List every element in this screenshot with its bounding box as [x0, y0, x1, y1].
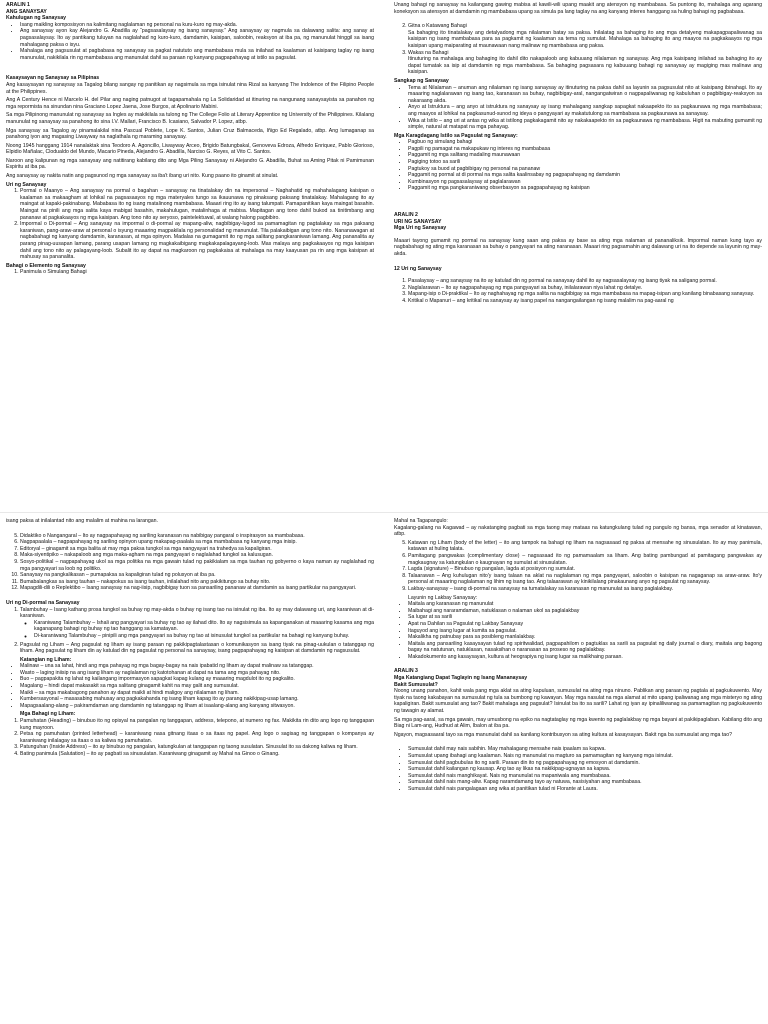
- lesson-title: ANG SANAYSAY: [6, 8, 47, 15]
- list-item: ◦ Di-karaniwang Talambuhay – pinipili ang mga pangyayari sa buhay ng tao at isinusulat tungkol sa partikular na bahagi ng kanyang buhay.: [34, 633, 374, 640]
- list-item: 4. Kritikal o Mapanuri – ang kritikal na sanaysay ay isang papel na nangangailangan ng isang malalim na pag-aaral ng: [408, 298, 762, 305]
- bahagi-list: [6, 269, 374, 276]
- list-item: • Wika at Istilo – ang uri at antas ng wika at istilong pagkakagamit nito ay nakakaapekto rin sa pagkaunawa ng mambabasa. Higit na mabuting gumamit ng simple, natural at matapat na mga pahayag.: [408, 118, 762, 131]
- dipormal-list: [6, 607, 374, 655]
- list-item: 4. Bating panimula (Salutation) – ito ay pagbati sa sinusulatan. Karaniwang ginagamit ay Mahal na Ginoo o Ginang.: [20, 751, 374, 758]
- heading-karagdagang: Mga Karagdagang Istilo sa Pagsulat ng Sanaysay:: [394, 132, 518, 139]
- item-desc: Sa bahaging ito tinatalakay ang detalyadong mga nilalaman batay sa paksa. Inilalatag sa bahaging ito ang mga detalyeng makapagpapaliwanag sa kaisipan ng isang mambabasa para sa pagkamit ng kaalaman sa tema ng sumulat. Mahalaga sa bahaging ito ang maayos na pagkakaayos ng mga kaisipan upang maiparating at maunawaan nang malinaw ng mambabasa ang paksa.: [408, 29, 762, 49]
- paragraph: Sa mga Pilipinong manunulat ng sanaysay sa Ingles ay makikilala sa tulong ng The College Folio at Literary Apprentice ng University of the Philippines. Kilalang manunulat ng sanaysay sa panahong ito sina I.V. Mallari, Francisco B. Icasiano, Salvador P. Lopez, atbp.: [6, 112, 374, 125]
- list-item: • Sa lugar at sa sarili: [408, 614, 762, 621]
- list-item: 5. Katawan ng Liham (body of the letter) – ito ang tampok na bahagi ng liham na nagsasaad ng paksa at mensahe ng sinusulatan. Ito ay may panimula, katawan at huling talata.: [408, 540, 762, 553]
- heading-bahagi-liham: Mga Bahagi ng Liham:: [20, 711, 76, 718]
- bahagi-liham-list: [6, 718, 374, 758]
- heading-mga-uri: Mga Uri ng Sanaysay: [394, 225, 447, 232]
- list-item: • Pagpili ng pamagat na makapukaw ng interes ng mambabasa: [408, 146, 762, 153]
- list-item: • Ang sanaysay ayon kay Alejandro G. Abadilla ay “pagsasalaysay ng isang sanaysay.” Ang sanaysay ay nagmula sa dalawang salita: ang sanay at pagsasalaysay. Ito ay pantikang tuluyan na naglalahad ng kuro-kuro, damdamin, kaisipan, saloobin, reaksyon at iba pa, ng manunulat hinggil sa isang mahalagang paksa o isyu.: [20, 28, 374, 48]
- list-item: • Tema at Nilalaman – anuman ang nilalaman ng isang sanaysay ay itinuturing na paksa dahil sa layunin sa pagsusulat nito at kaisipang ibinahagi. Ito ay maaaring naglalarawan ng isang tao, karanasan sa buhay, nagbibigay-aral, nangangatwiran o nagpapaliwanag ng kabuluhan o pagbibigay-reaksyon sa nakaraang akda.: [408, 85, 762, 105]
- section-aralin-3: [394, 518, 762, 1020]
- list-item: 8. Maka-siyentipiko – nakapaloob ang mga maka-agham na mga pangyayari o naglalahad tungkol sa kalusugan.: [20, 552, 374, 559]
- paragraph: Mga sanaysay sa Tagalog ay pinamalakilal nina Pascual Poblete, Lope K. Santos, Julian Cruz Balmaceda, Iñigo Ed Regalado, atbp. Ang lumaganap sa panahong iyon ang magasing Liwayway na naglathala ng maraming sanaysay.: [6, 127, 374, 141]
- page-divider: [0, 512, 768, 513]
- heading-katangian: Katangian ng Liham:: [20, 656, 72, 663]
- list-item: • Mahalaga ang pagsusulat at pagbabasa ng sanaysay sa pagkat natututo ang mambabasa mula sa inilahad na kaalaman at kaisipang taglay ng isang manunulat, nakikilala rin ng mambabasa ang manunulat dahil sa paraan ng kanyang pagpapahayag at istilo sa pagsulat.: [20, 48, 374, 61]
- lesson-label: ARALIN 1: [6, 2, 30, 8]
- list-item: 1. Panimula o Simulang Bahagi: [20, 269, 374, 276]
- list-item: [408, 23, 762, 49]
- list-item: 3. Mapang-isip o Di-praktikal – Ito ay naghahayag ng mga salita na nagbibigay sa mga mambabasa na mapag-isipan ang kanilang binabasang sanaysay.: [408, 291, 762, 298]
- list-item: • Paggamit ng pormal at di pormal na mga salita kaalinsabay ng pagpapahayag ng damdamin: [408, 172, 762, 179]
- list-item: • Paggamit ng mga salitang madaling maunawaan: [408, 152, 762, 159]
- list-item: • Apat na Dahilan sa Pagsulat ng Lakbay Sanaysay: [408, 621, 762, 628]
- list-item: • Malinaw – una sa lahat, hindi ang mga pahayag ng mga bagay-bagay na nais ipabatid ng liham ay dapat malinaw sa tatanggap.: [20, 663, 374, 670]
- list-item: • Makadokumento ang kasaysayan, kultura at heograpiya ng isang lugar sa malikhaing paraan.: [408, 654, 762, 661]
- list-item: • Mapagsaalang-alang – pakiramdaman ang damdamin ng tatanggap ng liham at isaalang-alang ang kanyang sitwasyon.: [20, 703, 374, 710]
- section-uri-liham: [6, 518, 374, 1020]
- heading-bakit: Bakit Sumusulat?: [394, 681, 438, 688]
- paragraph: Ang kasaysayan ng sanaysay sa Tagalog bilang sangay ng panitikan ay nagsimula sa mga isinulat nina Rizal sa kanyang The Indolence of the Filipino People at the Philippines.: [6, 81, 374, 95]
- list-item: • Magalang – hindi dapat makasakit sa mga salitang ginagamit kahit na may galit ang sumusulat.: [20, 683, 374, 690]
- lesson-title: Mga Katangiang Dapat Taglayin ng Isang Mananaysay: [394, 675, 528, 682]
- salutation-sample: Mahal na Tagapangulo:: [394, 518, 448, 524]
- list-item: 6. Pamitagang pangwakas (complimentary close) – nagsasaad ito ng pamamaalam sa liham. Ang bating pambungad at pamitagang pangwakas ay magkaugnay sa katungkulan o kaugnayan ng sumulat at sinusulatan.: [408, 553, 762, 566]
- list-item: • Pagiging totoo sa sarili: [408, 159, 762, 166]
- kahulugan-list: [6, 22, 374, 62]
- list-item: 1. Pasalaysay – ang sanaysay na ito ay katulad din ng pormal na sanaysay dahil ito ay nagsasalaysay ng isang tiyak na saligang pormal.: [408, 278, 762, 285]
- list-item: 5. Didaktiko o Nangangaral – Ito ay nagpapahayag ng sariling karanasan na nabibigay pangaral o inspirasyon sa mambabasa.: [20, 533, 374, 540]
- uri-list-cont: [6, 533, 374, 592]
- list-item: • Maibahagi ang nararamdaman, natuklasan o nalaman ukol sa paglalakbay: [408, 608, 762, 615]
- layunin-list: [394, 601, 762, 660]
- list-item: 11. Bumabalangkas sa isang tauhan – nakapokus sa isang tauhan, inilalahad nito ang pakikitungo sa buhay nito.: [20, 579, 374, 586]
- section-aralin-2: [394, 2, 762, 510]
- lesson-title: URI NG SANAYSAY: [394, 218, 442, 225]
- list-item: 7. Lagda (signature) – Binubuo ng pangalan, lagda at posisyon ng sumulat.: [408, 566, 762, 573]
- list-item: 9. Lakbay-sanaysay – isang di-pormal na sanaysay na tumatalakay sa karanasan ng manunulat sa isang paglalakbay.: [408, 586, 762, 593]
- heading-12-uri: 12 Uri ng Sanaysay: [394, 265, 442, 272]
- list-item: • Maitala ang karanasan ng manunulat: [408, 601, 762, 608]
- list-item: • Wasto – laging iniisip na ang isang liham ay naglalaman ng katotohanan at dapat na tama ang mga pahayag nito.: [20, 670, 374, 677]
- dahilan-list: [394, 746, 762, 792]
- list-item: • Sumusulat dahil nais mang-aliw. Kapag naramdamang tayo ay natuwa, nasisiyahan ang mambabasa.: [408, 779, 762, 786]
- talambuhay-sublist: [20, 620, 374, 640]
- item-title: Wakas na Bahagi: [408, 49, 449, 56]
- list-item: • Isang maikling komposisyon na kalimitang naglalaman ng personal na kuru-kuro ng may-akda.: [20, 22, 374, 29]
- list-item: • Pagtukoy sa buod at pagbibigay ng personal na pananaw: [408, 166, 762, 173]
- paragraph: Ang sanaysay ay nakita natin ang pagsunod ng mga sanaysay sa iba't ibang uri nito. Kung paano ito ginamit at sinulat.: [6, 173, 279, 180]
- list-item: • Anyo at Istruktura – ang anyo at istruktura ng sanaysay ay isang mahalagang sangkap sapagkat nakaapekto ito sa pagkaunawa ng mga mambabasa; ang maayos at lohikal na pagkasunud-sunod ng ideya o pangyayari ay makatutulong sa mambabasa sa pagkaunawa sa sanaysay.: [408, 104, 762, 117]
- list-item: • Kumbersasyonal – masasabing mahusay ang pagkakahanda ng isang liham kapag ito ay parang nakikipag-usap lamang.: [20, 696, 374, 703]
- section-aralin-1: [6, 2, 374, 510]
- list-item: • Makalikha ng patnubay para sa posibleng manlalakbay.: [408, 634, 762, 641]
- heading-sangkap: Sangkap ng Sanaysay: [394, 77, 449, 84]
- heading-uri: Uri ng Sanaysay: [6, 181, 47, 188]
- karagdagang-list: [394, 139, 762, 192]
- paragraph: Noong 1945 hanggang 1914 nanalaktak sina Teodoro A. Agoncillo, Liwayway Arceo, Brigido Batungbakal, Genoveva Edroza, Alfredo Enriquez, Pablo Glorioso, Elpidio Mañalac, Clodualdo del Mundo, Macario Pineda, Alejandro G. Abadilla, Narciso G. Reyes, at Vito C. Santos.: [6, 142, 374, 156]
- paragraph: Ang A Century Hence ni Marcelo H. del Pilar ang naging patnugot at tagapamahala ng La Solidaridad at itinuring na nangunang sanaysayista sa panahon ng mga repormista na sinundan nina Graciano Lopez Jaena, Jose Burgos, at Apolinario Mabini.: [6, 97, 374, 110]
- list-item: • Maitala ang pansariling kasaysayan tulad ng spiritwalidad, pagpapahilom o pagtuklas sa sarili sa pagsulat ng daily journal o diary, maitala ang bagong bagay na natutunan, natuklasan, nasaksihan o naranasan sa proseso ng paglalakbay.: [408, 641, 762, 654]
- katangian-list: [6, 663, 374, 709]
- item-title: Gitna o Katawang Bahagi: [408, 23, 467, 30]
- list-item: • Sumusulat dahil kailangan ng kausap. Ang tao ay likas na nakikipag-ugnayan sa kapwa.: [408, 766, 762, 773]
- list-item: • Itaguyod ang isang lugar at kumita sa pagsulat.: [408, 628, 762, 635]
- list-item: • Sumusulat dahil nais pangalagaan ang wika at panitikan tulad ni Florante at Laura.: [408, 786, 762, 793]
- paragraph: Kagalang-galang na Kagawad – ay nakatanging pagbati sa mga taong may mataas na katungkulang tulad ng pangulo ng bansa, mga senador at kinatawan, atbp.: [394, 524, 762, 538]
- bahagi-list-cont: [394, 23, 762, 76]
- list-item: • Paggamit ng mga pangkaraniwang obserbasyon sa pagpapahayag ng kaisipan: [408, 185, 762, 192]
- list-item: 10. Sanaysay na pangkalikasan – pumapaksa sa kapaligiran tulad ng polusyon at iba pa.: [20, 572, 374, 579]
- list-item: • Pagbuo ng simulang bahagi: [408, 139, 762, 146]
- list-item: 12. Mapagdili-dili o Replektibo – Isang sanaysay na nag-iisip, nagbibigay tuon sa pansariling pananaw at damdamin sa isang partikular na pangyayari.: [20, 585, 374, 592]
- list-item: • Sumusulat dahil may nais sabihin. May mahalagang mensahe nais ipaalam sa kapwa.: [408, 746, 762, 753]
- paragraph: Maaari tayong gumamit ng pormal na sanaysay kung saan ang paksa ay base sa ating mga nalaman at pananaliksik. Impormal naman kung tayo ay nagbabahagi ng ating mga karanasan sa buhay o pangyayari na ating naranasan. Maaari ring pagsamahin ang dalawang uri na ito depende sa layunin ng may-akda.: [394, 237, 762, 257]
- paragraph: Ngayon, magsasaaral tayo sa mga manunulat dahil sa kanilang kontribusyon sa ating kultura at kasaysayan. Bakit nga ba sumusulat ang mga tao?: [394, 731, 732, 738]
- list-item: ◦ Karaniwang Talambuhay – Ishali ang pangyayari sa buhay ng tao ay ilahad dito. Ito ay nagsisimula sa kapanganakan at maaaring kasama ang mga kaganapang bahagi ng buhay ng tao hanggang sa kamatayan.: [34, 620, 374, 633]
- item-desc: Itinuturing na mahalaga ang bahaging ito dahil dito nakapaloob ang kabuuang nilalaman ng sanaysay. Ang mga kaisipang inilahad sa bahaging ito ay dapat tumatak sa isip at damdamin ng mga mambabasa. Sa bahaging pagsasara ng kabuuang bahagi ng sanaysay ay magiging mas malinaw ang kaisipan.: [408, 56, 762, 76]
- list-item: 2. Impormal o Di-pormal – Ang sanaysay na impormal o di-pormal ay mapang-aliw, nagbibigay-lugod sa pamamagitan ng pagtalakay sa mga paksang karaniwan, pang-araw-araw at personal o isyung maaaring magpakilala ng personalidad ng manunulat. Tila palakaibigan ang tono nito. Nananawagan at nagbabahagi ng kanyang damdamin, karanasan, at mga opinyon. Madalas na gumagamit ito ng mga salitang pangkaraniwan lamang. Ang pananalita ay parang pinag-uusapan lamang, parang usapan lamang ng magkakaibigang magkakapalagayang-loob. Mas malaya ang pagkakaayos ng mga kaisipan dahil ang tono nito ay palagayang-loob. Subalit ito ay dapat na magkaroon ng pagkakaisa at mahalaga na may kaayusan pa rin ang mga kaisipan at mahusay sa pananalita.: [20, 221, 374, 261]
- liham-list-cont: [394, 540, 762, 593]
- heading-kasaysayan: Kasaysayan ng Sanaysay sa Pilipinas: [6, 75, 100, 82]
- list-item: • Sumusulat dahil nais manghikayat. Nais ng manunulat na mapaniwala ang mambabasa.: [408, 773, 762, 780]
- heading-bahagi: Bahagi o Elemento ng Sanaysay: [6, 262, 86, 269]
- list-item: • Buo – pagpapakita ng lahat ng kailangang impormasyon sapagkat kapag kulang ay maaaring magdulot ito ng pagkalito.: [20, 676, 374, 683]
- list-item: 1. Pormal o Maanyo – Ang sanaysay na pormal o bagahan – sanaysay na tinatalakay din na impersonal – Naghahatid ng mahahalagang kaisipan o kaalaman sa makaagham at lohikal na pagsasaayos ng mga materyales tungo sa ikauunawa ng pinaksang paksang tinatalakay. Mahalagang ito ay maingat at kapaki-pakinabang. Mababasa ito ng isang matalinong mambabasa. Maaari ring ito ay isang talumpati. Pamapanitikan kaya maingat basahin. Maingat na pinili ang mga salita kaya mabigat basahin, makahulugan, matalinhaga at mabisa. Mapitagan ang tono dahil bukod sa tinitimbang ang pananaw at pagkakaayos ng mga kaisipan. Ang tono nito ay seryoso, paintelektuwal, at walang halong pagbibiro.: [20, 188, 374, 221]
- list-item: 2. Petsa ng pamuhatan (printed letterhead) – karaniwang nasa gitnang itaas o sa itaas ng papel. Ang logo o sagisag ng tanggapan o kompanya ay karaniwang inilalagay sa itaas o sa kaliwa ng pamuhatan.: [20, 731, 374, 744]
- list-item: • Sumusulat dahil pagbubulas ito ng sarili. Paraan din ito ng pagpapahayag ng emosyon at damdamin.: [408, 760, 762, 767]
- uri-list: [6, 188, 374, 261]
- sangkap-list: [394, 85, 762, 131]
- lesson-label: ARALIN 2: [394, 212, 418, 219]
- lesson-label: ARALIN 3: [394, 668, 418, 675]
- list-item: 1. Talambuhay – Isang kathang prosa tungkol sa buhay ng may-akda o buhay ng isang tao na isinulat ng iba. Ito ay may dalawang uri, ang karaniwan at di-karaniwan. ◦ Karaniwang Talambuhay – Ishali ang pangyayari sa buhay ng tao ay ilahad dito. Ito ay nagsisimula sa kapanganakan at maaaring kasama ang mga kaganapang bahagi ng buhay ng tao hanggang sa kamatayan. ◦ Di-karaniwang Talambuhay – pinipili ang mga pangyayari sa buhay ng tao at isinusulat tungkol sa partikular na bahagi ng kanyang buhay.: [20, 607, 374, 640]
- list-item: 1. Pamuhatan (Heading) – binubuo ito ng opisyal na pangalan ng tanggapan, address, telepono, at numero ng fax. Makikita rin dito ang logo ng tanggapan kung mayroon.: [20, 718, 374, 731]
- list-item: 6. Nagpapaalala – nagpapahayag ng sariling opinyon upang makapag-paalala sa mga mambabasa ng kanyang mga inisip.: [20, 539, 374, 546]
- paragraph: Unang bahagi ng sanaysay na kailangang gawing mabisa at kawili-wili upang maakit ang atensyon ng mambabasa. Sa puntong ito, mahalaga ang agarang koneksyon sa atensyon at damdamin ng mambabasa upang sa simula pa lang taglay na ang kanyang interes hanggang sa huling bahagi ng pagbabasa.: [394, 2, 762, 15]
- list-item: 2. Naglalarawan – Ito ay nagpapahayag ng mga pangyayari sa buhay, inilalarawan niya lahat ng detalye.: [408, 285, 762, 292]
- heading-kahulugan: Kahulugan ng Sanaysay: [6, 15, 66, 22]
- paragraph: Sa mga pag-aaral, sa mga gawain, may umusbong na epiko na nagtataglay ng mga kwento ng paglalakbay ng mga bayani at pakikipaglaban. Kabilang dito ang Biag ni Lam-ang, Hudhud at Alim, Ibalon at iba pa.: [394, 716, 762, 730]
- list-item: 8. Talaarawan – Ang kuhulugan nito'y isang talaan na aklat na naglalaman ng mga pangyayari, saloobin o kaisipan na nagaganap sa araw-araw. Ito'y personal at maaaring naglalaman ng lihim ng isang tao. Ang talaarawan ay kinikilalang pinakaunang anyo ng pagsulat ng sanaysay.: [408, 573, 762, 586]
- list-item: • Sumusulat upang ibahagi ang kaalaman. Nais ng manunulat na magturo sa pamamagitan ng kanyang mga isinulat.: [408, 753, 762, 760]
- list-item: 9. Sosyo-politikal – nagpapahayag ukol sa mga politika na mga gawain tulad ng pakikialam sa mga tauhan ng gobyerno o kaya naman ay naglalahad ng mga pangyayari sa loob ng politiko.: [20, 559, 374, 572]
- heading-dipormal: Uri ng Di-pormal na Sanaysay: [6, 599, 80, 606]
- list-item: • Kumbinasyon ng pagsasalaysay at paglalarawan: [408, 179, 762, 186]
- heading-layunin: Layunin ng Lakbay Sanaysay:: [408, 594, 478, 601]
- list-item: 2. Pagsulat ng Liham – Ang pagsulat ng liham ay isang paraan ng pakikipagtalastasan o komunikasyon sa isang tiyak na pinag-uukulan o tatanggap ng liham. Ang pagsulat ng liham din ay katulad din ng pagsulat ng personal na sanaysay, isang pagpapahayag ng kaisipan at damdamin ng nagsusulat.: [20, 642, 374, 655]
- list-item: 3. Patunguhan (Inside Address) – ito ay binubuo ng pangalan, katungkulan at tanggapan ng taong susulatan. Sinusulat ito sa dakong kaliwa ng liham.: [20, 744, 374, 751]
- paragraph: isang paksa at inilalantad nito ang malalim at mahina na larangan.: [6, 518, 158, 524]
- list-item: [408, 50, 762, 76]
- list-item: • Maikli – sa mga makabagong panahon ay dapat maikli at hindi maligoy ang nilalaman ng liham.: [20, 690, 374, 697]
- uri12-list: [394, 278, 762, 304]
- paragraph: Noong unang panahon, kahit wala pang mga aklat sa ating kapuluan, sumusulat na ating mga ninuno. Pablikan ang paraan ng pagtala at pagkukuwento. May tiyak na taong kakabayan na sumusulat ng tula sa bumbong ng kawayan. May mga nasulat na mga alamat at mito upang ipaliwanag ang mga misteryo ng ating kapaligiran. Bakit sumusulat ang tao? Bakit mahalaga ang pagsulat? Isinulat ba ito sa sarili? Lahat ng iyan ay ipinaliliwanag sa pamamagitan ng pagkukuwento ng tawagin ay alamat.: [394, 688, 762, 715]
- paragraph: Naroon ang kalipunan ng mga sanaysay ang natitirang kabilang dito ang Mga Piling Sanaysay ni Alejandro G. Abadilla, Buhat sa Aming Pitak ni Pamimunan Espiritu at iba pa.: [6, 157, 374, 171]
- list-item: 7. Editoryal – ginagamit sa mga balita at may mga paksa tungkol sa mga nangyayari na trahedya sa kapaligiran.: [20, 546, 374, 553]
